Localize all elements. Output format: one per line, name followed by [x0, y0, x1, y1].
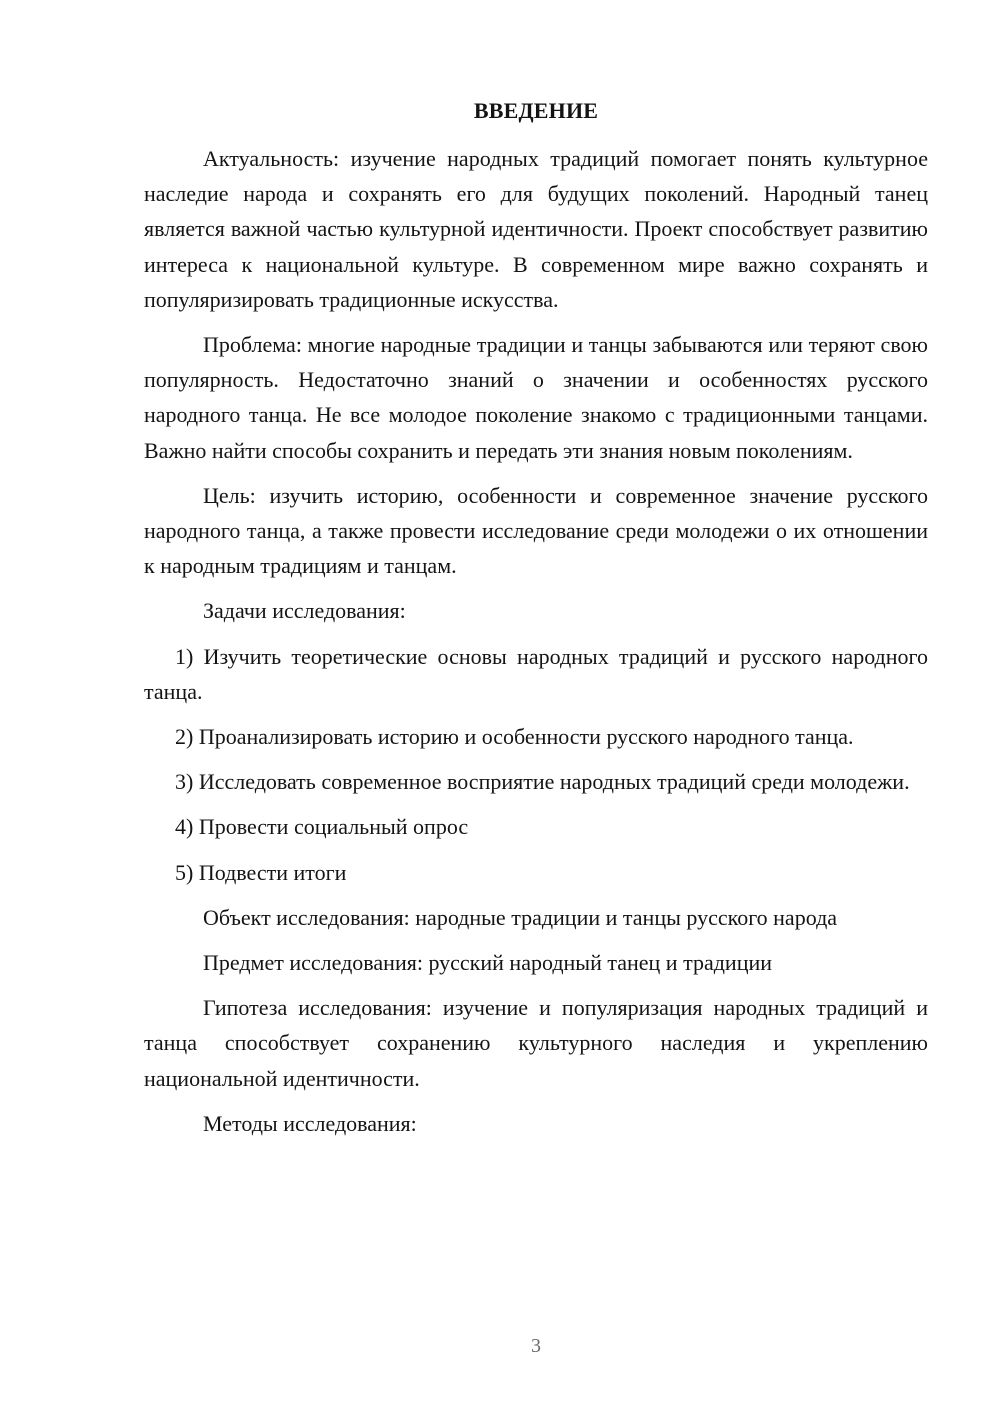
goal-paragraph: Цель: изучить историю, особенности и современное значение русского народного танца, а также провести исследование среди молодежи о их отношении к народным традициям и танцам. — [144, 482, 928, 579]
page-number: 3 — [531, 1335, 541, 1357]
task-item-3: 3) Исследовать современное восприятие народных традиций среди молодежи. — [175, 769, 910, 795]
page-title: ВВЕДЕНИЕ — [473, 98, 599, 123]
methods-heading: Методы исследования: — [203, 1110, 417, 1136]
task-item-2: 2) Проанализировать историю и особенности русского народного танца. — [175, 724, 854, 750]
research-object: Объект исследования: народные традиции и танцы русского народа — [203, 904, 838, 930]
task-item-1: 1) Изучить теоретические основы народных традиций и русского народного танца. — [144, 643, 928, 704]
problem-paragraph: Проблема: многие народные традиции и танцы забываются или теряют свою популярность. Недостаточно знаний о значении и особенностях русского народного танца. Не все молодое поколение знакомо с традиционными танцами. Важно найти способы сохранить и передать эти знания новым поколениям. — [144, 332, 928, 463]
tasks-heading: Задачи исследования: — [203, 598, 406, 624]
body-text — [144, 141, 928, 1141]
hypothesis-paragraph: Гипотеза исследования: изучение и популяризация народных традиций и танца способствует сохранению культурного наследия и укреплению национальной идентичности. — [144, 995, 928, 1091]
relevance-paragraph: Актуальность: изучение народных традиций помогает понять культурное наследие народа и сохранять его для будущих поколений. Народный танец является важной частью культурной идентичности. Проект способствует развитию интереса к национальной культуре. В современном мире важно сохранять и популяризировать традиционные искусства. — [144, 146, 928, 312]
task-item-4: 4) Провести социальный опрос — [175, 814, 469, 840]
task-item-5: 5) Подвести итоги — [175, 859, 347, 885]
research-subject: Предмет исследования: русский народный танец и традиции — [203, 950, 773, 976]
